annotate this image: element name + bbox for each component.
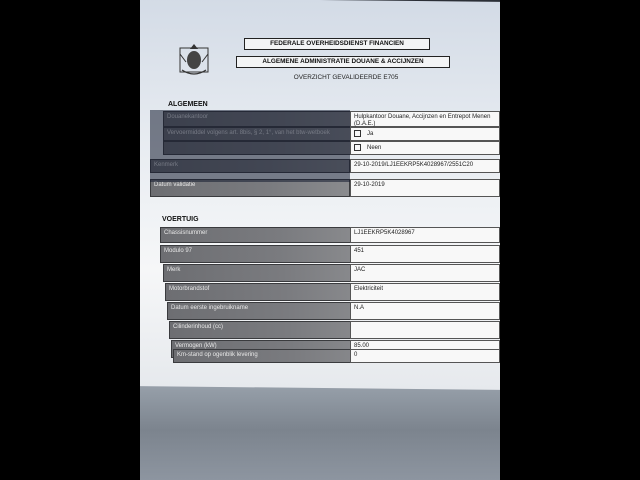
table-row [150,227,500,243]
background-right [500,0,640,480]
row-value: Elektriciteit [350,283,500,301]
row-value: LJ1EEKRP5K4028967 [350,227,500,243]
checkbox-neen [354,144,361,151]
table-row [150,245,500,263]
row-label: Modulo 97 [160,245,360,263]
row-value: 451 [350,245,500,263]
row-value [350,321,500,339]
option-neen: Neen [367,145,382,152]
shadow-overlay [150,110,350,182]
belgian-coat-of-arms-icon [176,40,212,78]
row-value: 29-10-2019/LJ1EEKRP5K4028967/2551C20 [350,159,500,173]
row-value: 85.00 [350,340,500,358]
table-row [150,349,500,363]
section-title-algemeen: ALGEMEEN [168,101,208,108]
table-row [150,283,500,301]
checkbox-ja [354,130,361,137]
administration-title-box: ALGEMENE ADMINISTRATIE DOUANE & ACCIJNZEN [236,56,450,68]
row-label: Merk [163,264,363,282]
row-value: Hulpkantoor Douane, Accijnzen en Entrepot Menen (D.A.E.) [350,111,500,127]
background-table-surface [140,380,500,480]
row-label: Datum eerste ingebruikname [167,302,367,320]
document-subtitle: OVERZICHT GEVALIDEERDE E705 [293,74,399,81]
row-value [350,127,500,141]
row-label: Chassisnummer [160,227,360,243]
row-value: 0 [350,349,500,363]
table-row [150,321,500,339]
row-value: JAC [350,264,500,282]
row-value [350,141,500,155]
row-label: Cilinderinhoud (cc) [169,321,369,339]
background-left [0,0,140,480]
agency-title-box: FEDERALE OVERHEIDSDIENST FINANCIEN [244,38,430,50]
table-row [150,302,500,320]
row-value: N.A [350,302,500,320]
row-label: Motorbrandstof [165,283,365,301]
table-row [150,264,500,282]
section-title-voertuig: VOERTUIG [162,216,199,223]
option-ja: Ja [367,131,374,138]
row-label: Vermogen (kW) [171,340,371,358]
row-label: Datum validatie [150,179,350,197]
row-label: Km-stand op ogenblik levering [173,349,373,363]
row-value: 29-10-2019 [350,179,500,197]
